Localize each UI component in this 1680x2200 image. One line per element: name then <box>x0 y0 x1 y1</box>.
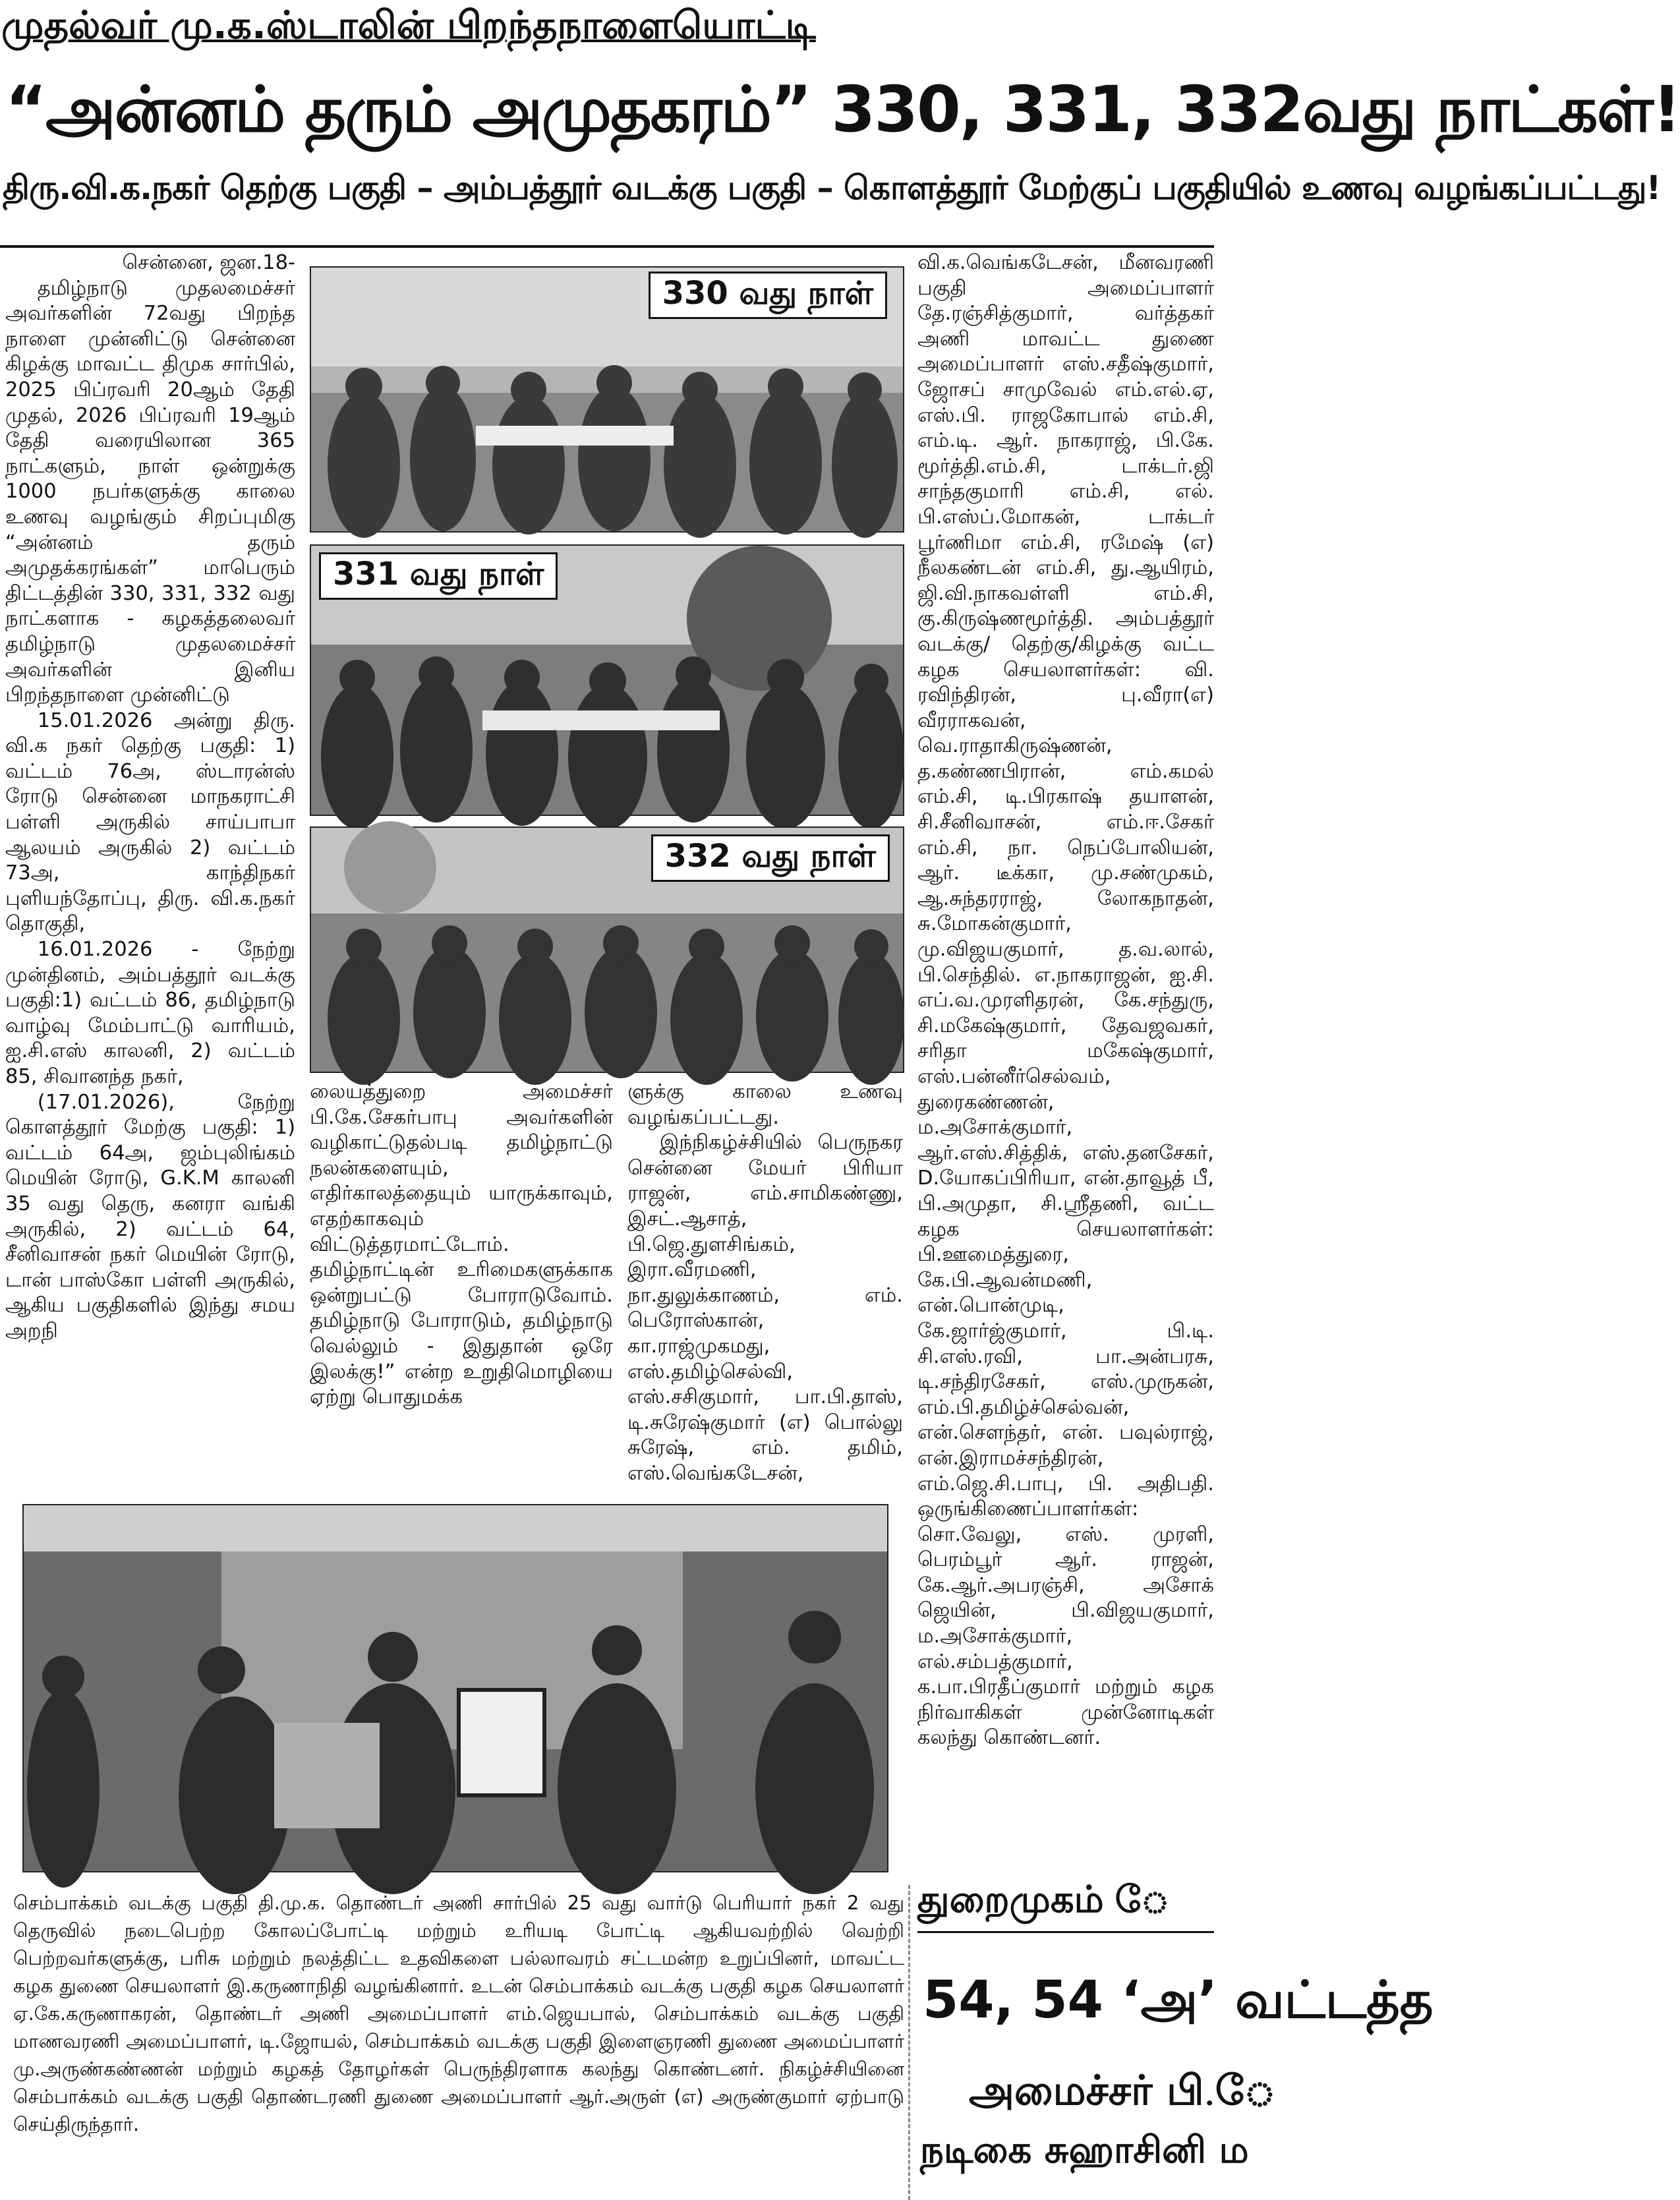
next-story-subhead-2: நடிகை சுஹாசினி ம <box>920 2129 1249 2172</box>
next-story-subhead: அமைச்சர் பி.ே <box>969 2066 1276 2114</box>
day-331-label: 331 வது நாள் <box>319 552 558 600</box>
paragraph: 15.01.2026 அன்று திரு. வி.க நகர் தெற்கு பகுதி: 1) வட்டம் 76அ, ஸ்டாரன்ஸ் ரோடு சென்னை மாநகராட்சி பள்ளி அருகில் சாய்பாபா ஆலயம் அருகில் 2) வட்டம் 73அ, காந்திநகர் புளியந்தோப்பு, திரு. வி.க.நகர் தொகுதி, <box>5 709 295 936</box>
article-column-3 <box>627 1080 903 1485</box>
photo-caption: செம்பாக்கம் வடக்கு பகுதி தி.மு.க. தொண்டர் அணி சார்பில் 25 வது வார்டு பெரியார் நகர் 2 வது தெருவில் நடைபெற்ற கோலப்போட்டி மற்றும் உரியடி போட்டி ஆகியவற்றில் வெற்றி பெற்றவர்களுக்கு, பரிசு மற்றும் நலத்திட்ட உதவிகளை பல்லாவரம் சட்டமன்ற உறுப்பினர், மாவட்ட கழக துணை செயலாளர் இ.கருணாநிதி வழங்கினார். உடன் செம்பாக்கம் வடக்கு பகுதி கழக செயலாளர் ஏ.கே.கருணாகரன், தொண்டர் அணி அமைப்பாளர் எம்.ஜெயபால், செம்பாக்கம் வடக்கு பகுதி மாணவரணி அமைப்பாளர், டி.ஜோயல், செம்பாக்கம் வடக்கு பகுதி இளைஞரணி துணை அமைப்பாளர் மு.அருண்கண்ணன் மற்றும் கழகத் தோழர்கள் பெருந்திரளாக கலந்து கொண்டனர். நிகழ்ச்சியினை செம்பாக்கம் வடக்கு பகுதி தொண்டரணி துணை அமைப்பாளர் ஆர்.அருள் (எ) அருண்குமார் ஏற்பாடு செய்திருந்தார். <box>13 1892 904 2135</box>
paragraph: இந்நிகழ்ச்சியில் பெருநகர சென்னை மேயர் பிரியா ராஜன், எம்.சாமிகண்ணு, இசட்.ஆசாத், பி.ஜெ.துளசிங்கம், இரா.வீரமணி, நா.துலுக்காணம், எம். பெரோஸ்கான், கா.ராஜ்முகமது, எஸ்.தமிழ்செல்வி, எஸ்.சசிகுமார், பா.பி.தாஸ், டி.சுரேஷ்குமார் (எ) பொல்லு சுரேஷ், எம். தமிம், எஸ்.வெங்கடேசன், <box>627 1131 903 1485</box>
photo-day-330 <box>310 266 904 533</box>
day-330-label: 330 வது நாள் <box>649 272 887 319</box>
headline: “அன்னம் தரும் அமுதகரம்” 330, 331, 332வது நாட்கள்! <box>5 72 1680 146</box>
kicker-heading: முதல்வர் மு.க.ஸ்டாலின் பிறந்தநாளையொட்டி <box>1 3 816 47</box>
paragraph: ளுக்கு காலை உணவு வழங்கப்பட்டது. <box>627 1080 903 1129</box>
photo-ceremony-image <box>24 1505 887 1871</box>
paragraph: லையத்துறை அமைச்சர் பி.கே.சேகர்பாபு அவர்களின் வழிகாட்டுதல்படி தமிழ்நாட்டு நலன்களையும், எதிர்காலத்தையும் யாருக்காவும், எதற்காகவும் விட்டுத்தரமாட்டோம். தமிழ்நாட்டின் உரிமைகளுக்காக ஒன்றுபட்டு போராடுவோம். தமிழ்நாடு போராடும், தமிழ்நாடு வெல்லும் - இதுதான் ஒரே இலக்கு!” என்ற உறுதிமொழியை ஏற்று பொதுமக்க <box>310 1080 613 1409</box>
day-332-label: 332 வது நாள் <box>651 834 890 882</box>
header-divider <box>0 245 1214 248</box>
next-story-kicker: துறைமுகம் ே <box>917 1878 1169 1921</box>
article-column-1 <box>5 250 295 1700</box>
paragraph: வி.க.வெங்கடேசன், மீனவரணி பகுதி அமைப்பாளர் தே.ரஞ்சித்குமார், வர்த்தகர் அணி மாவட்ட துணை அமைப்பாளர் எஸ்.சதீஷ்குமார், ஜோசப் சாமுவேல் எம்.எல்.ஏ, எஸ்.பி. ராஜகோபால் எம்.சி, எம்.டி. ஆர். நாகராஜ், பி.கே. மூர்த்தி.எம்.சி, டாக்டர்.ஜி சாந்தகுமாரி எம்.சி, எல். பி.எஸ்ப்.மோகன், டாக்டர் பூர்ணிமா எம்.சி, ரமேஷ் (எ) நீலகண்டன் எம்.சி, து.ஆயிரம், ஜி.வி.நாகவள்ளி எம்.சி, கு.கிருஷ்ணமூர்த்தி. அம்பத்தூர் வடக்கு/ தெற்கு/கிழக்கு வட்ட கழக செயலாளர்கள்: வி. ரவிந்திரன், பு.வீரா(எ) வீரராகவன், வெ.ராதாகிருஷ்ணன், த.கண்ணபிரான், எம்.கமல் எம்.சி, டி.பிரகாஷ் தயாளன், சி.சீனிவாசன், எம்.ஈ.சேகர் எம்.சி, நா. நெப்போலியன், ஆர். டீக்கா, மு.சண்முகம், ஆ.சுந்தரராஜ், லோகநாதன், சு.மோகன்குமார், மு.விஜயகுமார், த.வ.லால், பி.செந்தில். எ.நாகராஜன், ஐ.சி. எப்.வ.முரளிதரன், கே.சந்துரு, சி.மகேஷ்குமார், தேவஜவகர், சரிதா மகேஷ்குமார், எஸ்.பன்னீர்செல்வம், துரைகண்ணன், ம.அசோக்குமார், ஆர்.எஸ்.சித்திக், எஸ்.தனசேகர், D.யோகப்பிரியா, என்.தாவூத் பீ, பி.அமுதா, சி.ஸ்ரீதணி, வட்ட கழக செயலாளர்கள்: பி.ஊமைத்துரை, கே.பி.ஆவன்மணி, என்.பொன்முடி, கே.ஜார்ஜ்குமார், பி.டி. சி.எஸ்.ரவி, பா.அன்பரசு, டி.சந்திரசேகர், எஸ்.முருகன், எம்.பி.தமிழ்ச்செல்வன், என்.சௌந்தர், என். பவுல்ராஜ், என்.இராமச்சந்திரன், எம்.ஜெ.சி.பாபு, பி. அதிபதி. ஒருங்கிணைப்பாளர்கள்: சொ.வேலு, எஸ். முரளி, பெரம்பூர் ஆர். ராஜன், கே.ஆர்.அபரஞ்சி, அசோக் ஜெயின், பி.விஜயகுமார், ம.அசோக்குமார், எல்.சம்பத்குமார், க.பா.பிரதீப்குமார் மற்றும் கழக நிர்வாகிகள் முன்னோடிகள் கலந்து கொண்டனர். <box>917 251 1214 1750</box>
subheadline: திரு.வி.க.நகர் தெற்கு பகுதி – அம்பத்தூர் வடக்கு பகுதி – கொளத்தூர் மேற்குப் பகுதியில் உணவு வழங்கப்பட்டது! <box>3 169 1661 207</box>
dateline: சென்னை, ஜன.18- <box>122 251 295 274</box>
photo-award-ceremony <box>22 1504 888 1872</box>
paragraph: (17.01.2026), நேற்று கொளத்தூர் மேற்கு பகுதி: 1) வட்டம் 64அ, ஜம்புலிங்கம் மெயின் ரோடு, G.K.M காலனி 35 வது தெரு, கனரா வங்கி அருகில், 2) வட்டம் 64, சீனிவாசன் நகர் மெயின் ரோடு, டான் பாஸ்கோ பள்ளி அருகில், ஆகிய பகுதிகளில் இந்து சமய அறநி <box>5 1090 295 1343</box>
paragraph: 16.01.2026 - நேற்று முன்தினம், அம்பத்தூர் வடக்கு பகுதி:1) வட்டம் 86, தமிழ்நாடு வாழ்வு மேம்பாட்டு வாரியம், ஐ.சி.எஸ் காலனி, 2) வட்டம் 85, சிவானந்த நகர், <box>5 938 295 1088</box>
photo-day-331 <box>310 544 904 816</box>
next-story-divider <box>917 1931 1214 1933</box>
article-column-4 <box>917 250 1214 1892</box>
next-story-headline: 54, 54 ‘அ’ வட்டத்த <box>923 1971 1434 2030</box>
photo-day-332 <box>310 826 904 1073</box>
paragraph: தமிழ்நாடு முதலமைச்சர் அவர்களின் 72வது பிறந்த நாளை முன்னிட்டு சென்னை கிழக்கு மாவட்ட திமுக சார்பில், 2025 பிப்ரவரி 20ஆம் தேதி முதல், 2026 பிப்ரவரி 19ஆம் தேதி வரையிலான 365 நாட்களும், நாள் ஒன்றுக்கு 1000 நபர்களுக்கு காலை உணவு வழங்கும் சிறப்புமிகு “அன்னம் தரும் அமுதக்கரங்கள்” மாபெரும் திட்டத்தின் 330, 331, 332 வது நாட்களாக - கழகத்தலைவர் தமிழ்நாடு முதலமைச்சர் அவர்களின் இனிய பிறந்தநாளை முன்னிட்டு <box>5 276 295 707</box>
article-column-2 <box>310 1080 613 1468</box>
